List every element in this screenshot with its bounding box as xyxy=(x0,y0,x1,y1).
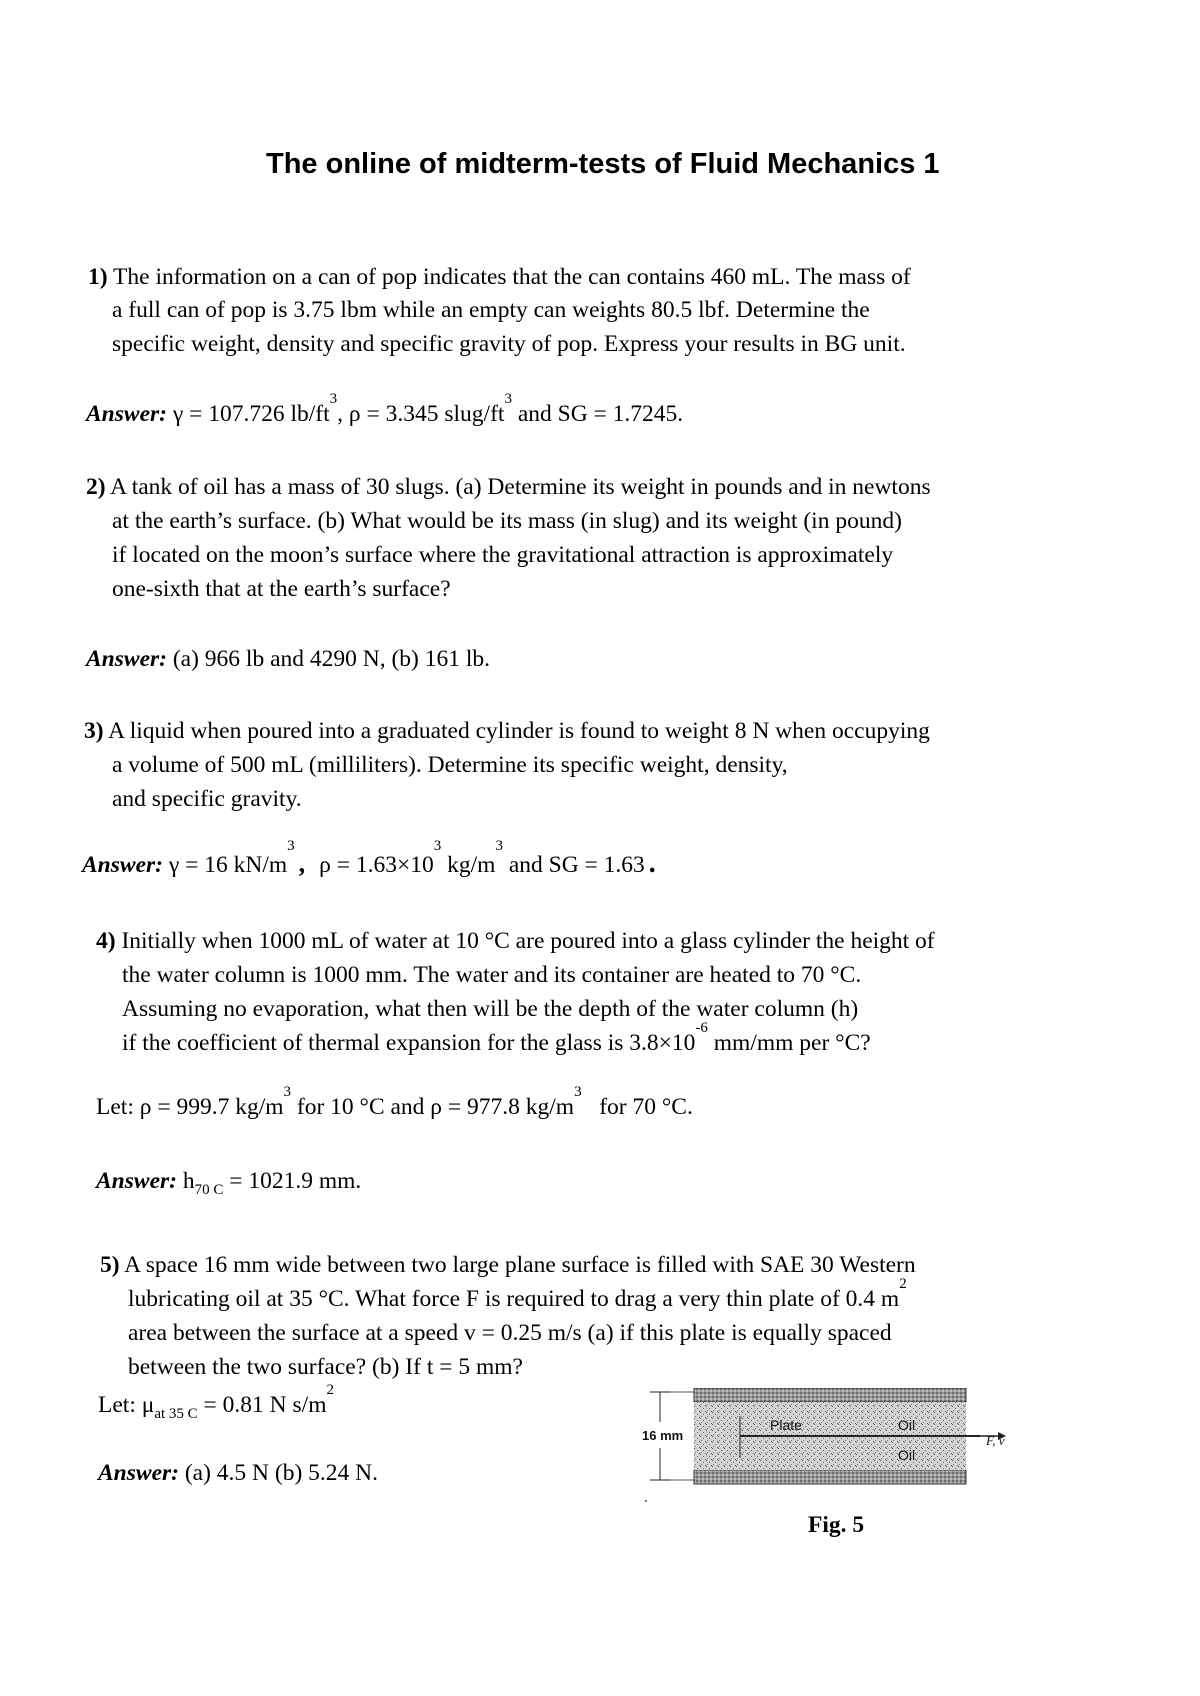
problem-3-line-3: and specific gravity. xyxy=(112,786,302,812)
problem-5-number: 5) xyxy=(100,1252,120,1278)
exponent: 3 xyxy=(433,838,442,854)
problem-4-line-3: Assuming no evaporation, what then will be the depth of the water column (h) xyxy=(122,996,859,1022)
exponent: -6 xyxy=(695,1020,708,1036)
problem-2-number: 2) xyxy=(86,474,106,500)
problem-5-line-2 xyxy=(128,1276,907,1312)
oil-label-top: Oil xyxy=(898,1417,916,1433)
problem-2-answer-text: (a) 966 lb and 4290 N, (b) 161 lb. xyxy=(172,646,491,672)
exponent: 3 xyxy=(283,1084,292,1100)
problem-3-text-1: A liquid when poured into a graduated cylinder is found to weight 8 N when occupying xyxy=(108,718,930,744)
force-velocity-label: F, v xyxy=(986,1433,1005,1448)
problem-2-line-3: if located on the moon’s surface where the gravitational attraction is approximately xyxy=(112,542,894,568)
problem-4-line-1 xyxy=(96,930,935,954)
problem-4-answer-part: h xyxy=(182,1168,195,1194)
problem-5-given xyxy=(98,1382,334,1422)
problem-1-text-1: The information on a can of pop indicates that the can contains 460 mL. The mass of xyxy=(113,264,911,290)
answer-label: Answer: xyxy=(86,646,167,672)
lower-wall xyxy=(694,1470,966,1484)
figure-5-caption: Fig. 5 xyxy=(808,1512,865,1538)
problem-3-number: 3) xyxy=(84,718,104,744)
problem-4-given xyxy=(96,1084,693,1120)
separator-comma: , xyxy=(298,849,306,878)
problem-1-line-1 xyxy=(88,266,911,290)
problem-3-answer-part: ρ = 1.63×10 xyxy=(319,852,434,878)
problem-2-answer xyxy=(86,648,490,672)
problem-1-answer-part: γ = 107.726 lb/ft xyxy=(172,401,330,427)
period-mark: . xyxy=(648,848,656,879)
problem-1-answer-part: and SG = 1.7245. xyxy=(511,401,684,427)
oil-label-bottom: Oil xyxy=(898,1447,916,1463)
plate-label: Plate xyxy=(770,1417,802,1433)
problem-4-number: 4) xyxy=(96,928,116,954)
problem-2-line-2: at the earth’s surface. (b) What would be its mass (in slug) and its weight (in pound) xyxy=(112,508,902,534)
problem-4-text-4b: mm/mm per °C? xyxy=(707,1030,871,1056)
problem-5-line-1 xyxy=(100,1254,916,1278)
problem-4-text-4: if the coefficient of thermal expansion for the glass is 3.8×10 xyxy=(122,1030,696,1056)
problem-5-text-1: A space 16 mm wide between two large plane surface is filled with SAE 30 Western xyxy=(124,1252,916,1278)
exponent: 3 xyxy=(574,1084,582,1100)
exponent: 3 xyxy=(287,838,295,854)
answer-label: Answer: xyxy=(96,1168,177,1194)
problem-4-answer-part: = 1021.9 mm. xyxy=(223,1168,362,1194)
problem-2-text-1: A tank of oil has a mass of 30 slugs. (a) Determine its weight in pounds and in newtons xyxy=(110,474,931,500)
problem-1-answer-part: , ρ = 3.345 slug/ft xyxy=(337,401,505,427)
answer-label: Answer: xyxy=(98,1460,179,1486)
problem-4-answer xyxy=(96,1168,362,1198)
problem-3-answer xyxy=(82,838,656,879)
exponent: 3 xyxy=(495,838,503,854)
problem-1-line-3: specific weight, density and specific gravity of pop. Express your results in BG unit. xyxy=(112,331,906,357)
problem-4-given-part: for 70 °C. xyxy=(581,1094,693,1120)
gap-dimension-label: 16 mm xyxy=(642,1428,684,1443)
problem-4-given-part: for 10 °C and ρ = 977.8 kg/m xyxy=(291,1094,575,1120)
problem-3-answer-part: γ = 16 kN/m xyxy=(168,852,288,878)
figure-5-diagram xyxy=(640,1388,1030,1498)
subscript: 70 C xyxy=(194,1182,224,1198)
problem-4-line-2: the water column is 1000 mm. The water and its container are heated to 70 °C. xyxy=(122,962,862,988)
subscript: at 35 C xyxy=(154,1406,198,1422)
problem-4-given-part: Let: ρ = 999.7 kg/m xyxy=(96,1094,284,1120)
problem-1-line-2: a full can of pop is 3.75 lbm while an empty can weights 80.5 lbf. Determine the xyxy=(112,297,870,323)
problem-2-line-1 xyxy=(86,476,931,500)
problem-1-number: 1) xyxy=(88,264,108,290)
exponent: 3 xyxy=(329,391,338,407)
problem-3-answer-part: kg/m xyxy=(441,852,496,878)
answer-label: Answer: xyxy=(82,852,163,878)
problem-5-answer-text: (a) 4.5 N (b) 5.24 N. xyxy=(184,1460,379,1486)
problem-1-answer xyxy=(86,391,684,427)
problem-4-text-1: Initially when 1000 mL of water at 10 °C are poured into a glass cylinder the height of xyxy=(121,928,935,954)
problem-2-line-4: one-sixth that at the earth’s surface? xyxy=(112,576,451,602)
problem-4-line-4 xyxy=(122,1020,871,1056)
problem-3-answer-part: and SG = 1.63 xyxy=(502,852,645,878)
problem-5-answer xyxy=(98,1462,378,1486)
problem-3-line-2: a volume of 500 mL (milliliters). Determine its specific weight, density, xyxy=(112,752,788,778)
exponent: 2 xyxy=(899,1276,907,1292)
page-title: The online of midterm-tests of Fluid Mechanics 1 xyxy=(266,148,940,180)
exponent: 3 xyxy=(504,391,512,407)
upper-wall xyxy=(694,1388,966,1402)
problem-3-line-1 xyxy=(84,720,930,744)
problem-5-line-3: area between the surface at a speed v = 0.25 m/s (a) if this plate is equally spaced xyxy=(128,1320,892,1346)
stray-dot xyxy=(645,1500,647,1502)
exponent: 2 xyxy=(326,1382,334,1398)
problem-5-text-2: lubricating oil at 35 °C. What force F is required to drag a very thin plate of 0.4 m xyxy=(128,1286,900,1312)
problem-5-line-4: between the two surface? (b) If t = 5 mm? xyxy=(128,1354,523,1380)
problem-5-given-part: Let: μ xyxy=(98,1392,155,1418)
problem-5-given-part: = 0.81 N s/m xyxy=(197,1392,327,1418)
answer-label: Answer: xyxy=(86,401,167,427)
